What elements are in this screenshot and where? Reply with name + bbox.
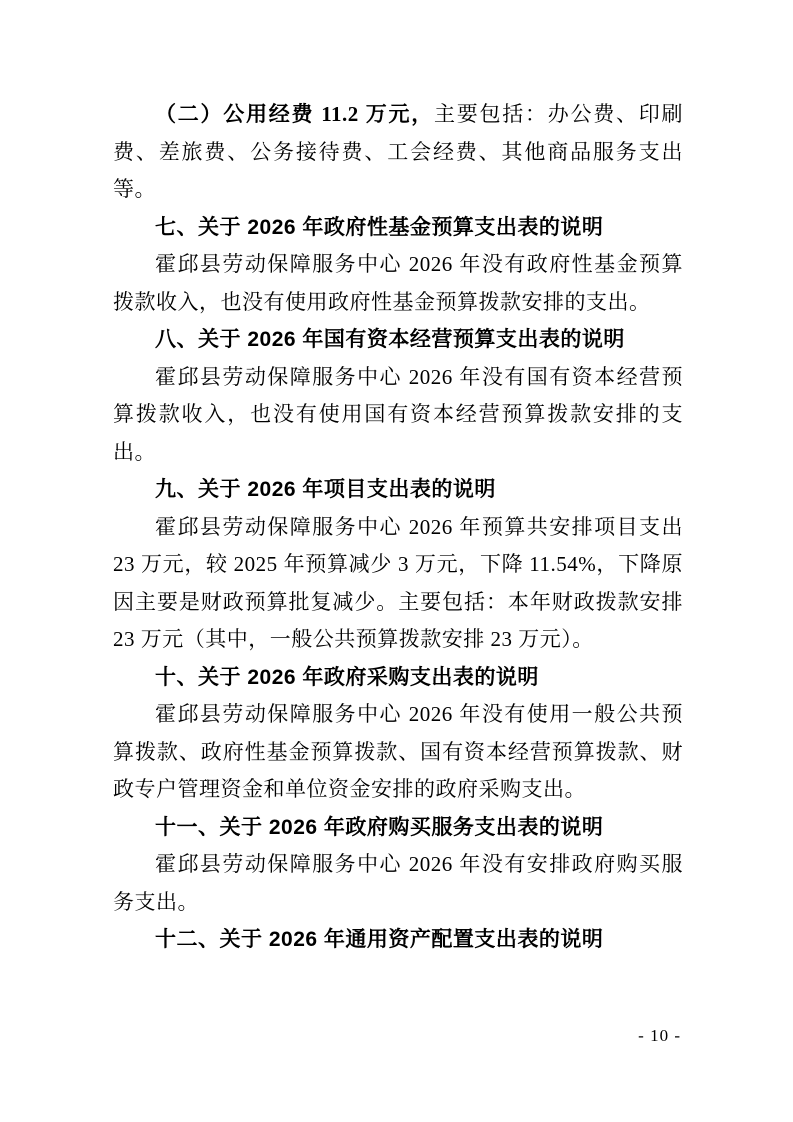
section-body: 霍邱县劳动保障服务中心 2026 年没有安排政府购买服务支出。 xyxy=(113,852,683,914)
section-heading: 八、关于 2026 年国有资本经营预算支出表的说明 xyxy=(155,328,625,351)
section-12 xyxy=(113,921,683,959)
section-11 xyxy=(113,809,683,922)
section-heading: 十二、关于 2026 年通用资产配置支出表的说明 xyxy=(155,928,604,951)
paragraph-public-expense xyxy=(113,96,683,209)
section-10 xyxy=(113,659,683,809)
section-heading: 九、关于 2026 年项目支出表的说明 xyxy=(155,478,496,501)
section-body: 霍邱县劳动保障服务中心 2026 年预算共安排项目支出 23 万元，较 2025 年预算减少 3 万元，下降 11.54%，下降原因主要是财政预算批复减少。主要包括：本年财政拨款安排 23 万元（其中，一般公共预算拨款安排 23 万元）。 xyxy=(113,514,683,651)
section-body: 霍邱县劳动保障服务中心 2026 年没有国有资本经营预算拨款收入，也没有使用国有资本经营预算拨款安排的支出。 xyxy=(113,364,683,464)
section-body: 霍邱县劳动保障服务中心 2026 年没有政府性基金预算拨款收入，也没有使用政府性基金预算拨款安排的支出。 xyxy=(113,252,683,314)
paragraph-body-text: 主要包括：办公费、印刷费、差旅费、公务接待费、工会经费、其他商品服务支出等。 xyxy=(113,102,684,201)
paragraph-lead-bold: （二）公用经费 11.2 万元， xyxy=(155,102,435,126)
page-number: - 10 - xyxy=(638,1026,681,1045)
section-7 xyxy=(113,209,683,322)
section-8 xyxy=(113,321,683,471)
section-body: 霍邱县劳动保障服务中心 2026 年没有使用一般公共预算拨款、政府性基金预算拨款、国有资本经营预算拨款、财政专户管理资金和单位资金安排的政府采购支出。 xyxy=(113,702,683,801)
section-heading: 七、关于 2026 年政府性基金预算支出表的说明 xyxy=(155,215,604,239)
section-9 xyxy=(113,471,683,659)
section-heading: 十一、关于 2026 年政府购买服务支出表的说明 xyxy=(155,815,604,839)
section-heading: 十、关于 2026 年政府采购支出表的说明 xyxy=(155,665,539,689)
document-content xyxy=(113,96,683,959)
